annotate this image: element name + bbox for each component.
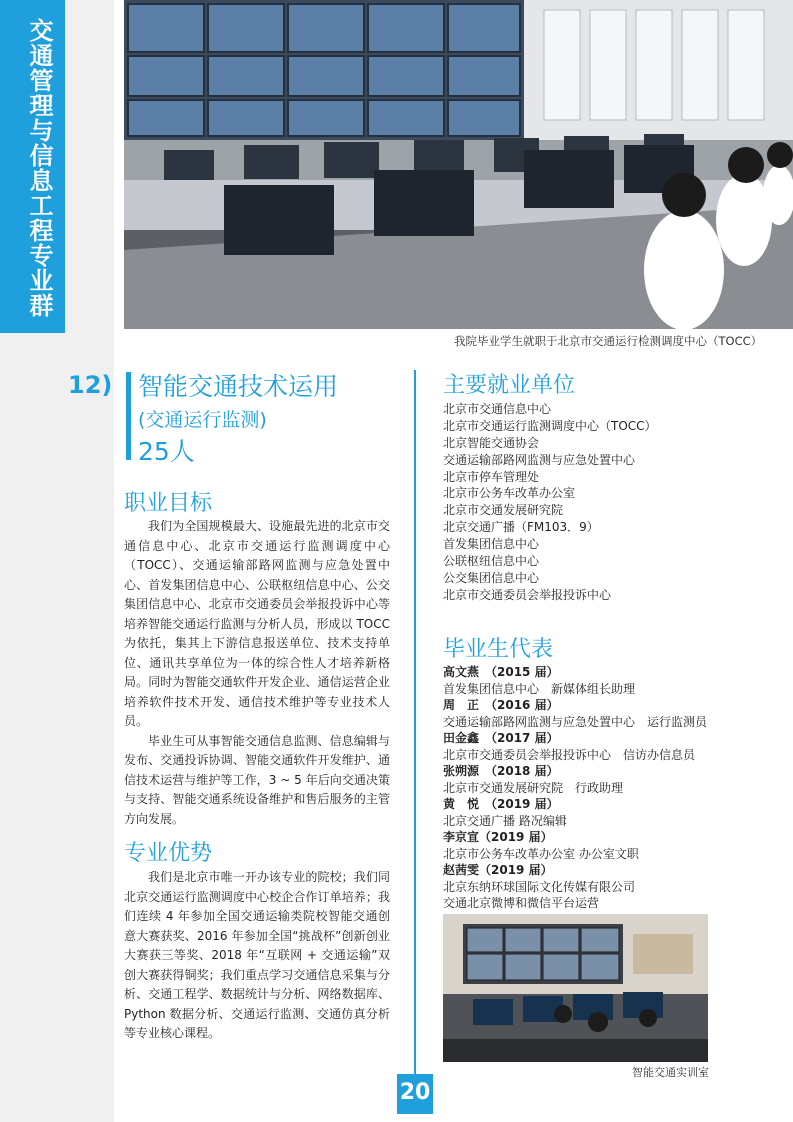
career-goal-heading: 职业目标 — [124, 491, 213, 516]
graduate-position: 北京市交通委员会举报投诉中心 信访办信息员 — [443, 747, 696, 762]
employer-item: 北京市交通运行监测调度中心（TOCC） — [443, 418, 657, 433]
graduate-position: 交通运输部路网监测与应急处置中心 运行监测员 — [443, 714, 708, 729]
advantage-heading: 专业优势 — [124, 841, 213, 866]
graduate-name: 张朔源 （2018 届） — [443, 764, 559, 778]
top-photo-caption: 我院毕业学生就职于北京市交通运行检测调度中心（TOCC） — [454, 334, 763, 348]
advantage-paragraph: 我们是北京市唯一开办该专业的院校；我们同北京交通运行监测调度中心校企合作订单培养；我们连续 4 年参加全国交通运输类院校智能交通创意大赛获奖、2016 年参加全国“挑战杯”创新创业大赛获三等奖、2018 年“互联网 + 交通运输”双创大赛获得铜奖；我们重点学习交通信息采集与分析、交通工程学、数据统计与分析、网络数据库、Python 数据分析、交通运行监测、交通仿真分析等专业核心课程。 — [124, 870, 390, 1040]
training-room-photo — [443, 914, 708, 1062]
employer-item: 北京市交通信息中心 — [443, 402, 552, 416]
employers-list — [443, 401, 657, 604]
advantage-body — [124, 868, 390, 1044]
graduate-name: 周 正 （2016 届） — [443, 698, 559, 712]
employer-item: 北京市停车管理处 — [443, 469, 540, 484]
graduates-heading: 毕业生代表 — [443, 637, 554, 662]
employer-item: 北京市交通委员会举报投诉中心 — [443, 587, 612, 602]
program-subtitle: (交通运行监测) — [138, 409, 267, 431]
employer-item: 北京市公务车改革办公室 — [443, 486, 576, 501]
small-photo-caption: 智能交通实训室 — [632, 1066, 709, 1079]
side-tab — [0, 0, 65, 333]
employer-item: 公交集团信息中心 — [443, 570, 540, 585]
graduate-position: 北京市公务车改革办公室 办公室文职 — [443, 846, 639, 861]
employer-item: 北京交通广播（FM103．9） — [443, 520, 599, 535]
program-count: 25人 — [138, 437, 195, 466]
career-goal-paragraph: 我们为全国规模最大、设施最先进的北京市交通信息中心、北京市交通运行监测调度中心（TOCC）、交通运输部路网监测与应急处置中心、首发集团信息中心、公联枢纽信息中心、公交集团信息中心、北京市交通委员会举报投诉中心等培养智能交通运行监测与分析人员，形成以 TOCC 为依托，集其上下游信息报送单位、技术支持单位、通讯共享单位为一体的综合性人才培养新格局。同时为智能交通软件开发企业、通信运营企业培养软件技术开发、通信技术维护等专业技术人员。 — [124, 519, 390, 728]
program-number: 12) — [68, 371, 113, 399]
graduate-name: 黄 悦 （2019 届） — [443, 797, 559, 811]
graduate-position: 北京市交通发展研究院 行政助理 — [443, 780, 624, 795]
side-tab-title: 交通管理与信息工程专业群 — [25, 18, 53, 318]
program-name: 智能交通技术运用 — [138, 372, 339, 401]
employer-item: 北京市交通发展研究院 — [443, 503, 564, 518]
graduate-name: 赵茜雯（2019 届） — [443, 863, 553, 877]
employers-heading: 主要就业单位 — [443, 373, 576, 398]
employer-item: 交通运输部路网监测与应急处置中心 — [443, 452, 636, 467]
graduate-position: 北京东纳环球国际文化传媒有限公司 交通北京微博和微信平台运营 — [443, 879, 636, 910]
page-number: 20 — [399, 1080, 431, 1105]
control-center-photo — [124, 0, 793, 329]
program-accent-bar — [126, 372, 131, 460]
employer-item: 北京智能交通协会 — [443, 435, 540, 450]
employer-item: 首发集团信息中心 — [443, 537, 540, 552]
graduate-position: 北京交通广播 路况编辑 — [443, 813, 567, 828]
employer-item: 公联枢纽信息中心 — [443, 554, 540, 569]
training-room-illustration — [443, 914, 708, 1062]
career-goal-body — [124, 517, 390, 829]
control-center-illustration — [124, 0, 793, 329]
column-divider — [414, 370, 416, 1078]
graduate-position: 首发集团信息中心 新媒体组长助理 — [443, 681, 636, 696]
graduate-name: 高文燕 （2015 届） — [443, 665, 559, 679]
graduates-list — [443, 664, 707, 912]
career-goal-paragraph: 毕业生可从事智能交通信息监测、信息编辑与发布、交通投诉协调、智能交通软件开发维护、通信技术运营与维护等工作，3 ~ 5 年后向交通决策与支持、智能交通系统设备维护和售后服务的主管方向发展。 — [124, 733, 390, 826]
graduate-name: 李京宣（2019 届） — [443, 830, 553, 844]
graduate-name: 田金鑫 （2017 届） — [443, 731, 559, 745]
